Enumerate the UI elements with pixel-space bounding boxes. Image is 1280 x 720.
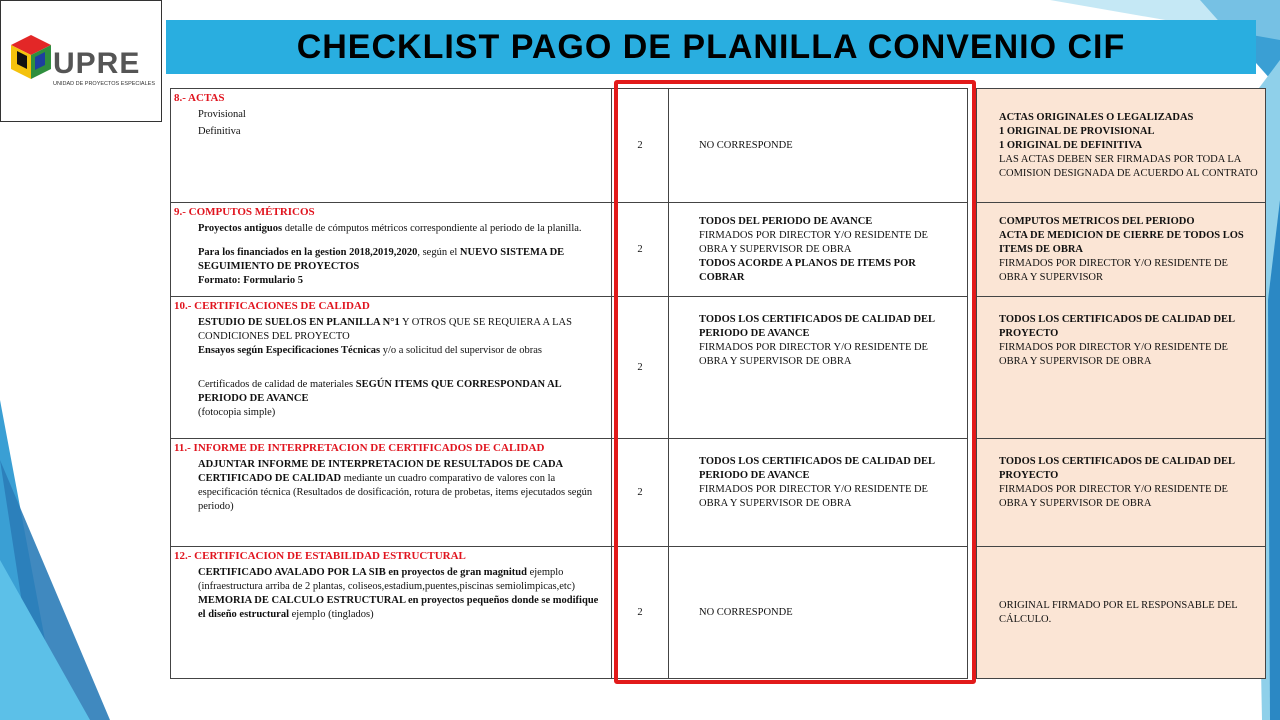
desc-paragraph [174, 594, 608, 622]
column-gap [968, 297, 977, 439]
obs-line: TODOS LOS CERTIFICADOS DE CALIDAD DEL PERIODO DE AVANCE [699, 314, 935, 339]
section-header: 12.- CERTIFICACION DE ESTABILIDAD ESTRUCTURAL [174, 550, 466, 562]
desc-bold: ESTUDIO DE SUELOS EN PLANILLA N°1 [198, 317, 400, 328]
logo-subtitle: UNIDAD DE PROYECTOS ESPECIALES [53, 81, 155, 87]
logo-text: UPRE [53, 47, 141, 80]
desc-bold: Proyectos antiguos [198, 223, 283, 234]
description-cell [171, 203, 612, 297]
section-header: 11.- INFORME DE INTERPRETACION DE CERTIFICADOS DE CALIDAD [174, 442, 545, 454]
requirement-cell [977, 203, 1266, 297]
requirement-cell [977, 439, 1266, 547]
column-gap [968, 547, 977, 679]
quantity-cell: 2 [612, 89, 669, 203]
quantity-cell: 2 [612, 439, 669, 547]
req-line: 1 ORIGINAL DE DEFINITIVA [999, 139, 1143, 151]
quantity-cell: 2 [612, 547, 669, 679]
title-banner [166, 20, 1256, 74]
table-row [171, 203, 1266, 297]
desc-text: ejemplo (tinglados) [289, 609, 374, 620]
section-header: 8.- ACTAS [174, 92, 225, 104]
requirement-cell [977, 297, 1266, 439]
observation-text: NO CORRESPONDE [699, 139, 793, 151]
observation-cell [669, 439, 968, 547]
description-cell [171, 547, 612, 679]
desc-paragraph [174, 316, 608, 344]
quantity-cell: 2 [612, 297, 669, 439]
table-row [171, 547, 1266, 679]
requirement-cell [977, 89, 1266, 203]
page-title: CHECKLIST PAGO DE PLANILLA CONVENIO CIF [296, 27, 1126, 66]
obs-line: FIRMADOS POR DIRECTOR Y/O RESIDENTE DE OBRA Y SUPERVISOR DE OBRA [699, 342, 928, 367]
req-line: 1 ORIGINAL DE PROVISIONAL [999, 125, 1155, 137]
quantity-cell: 2 [612, 203, 669, 297]
desc-text: detalle de cómputos métricos correspondiente al periodo de la planilla. [282, 223, 582, 234]
table-row [171, 89, 1266, 203]
description-cell [171, 297, 612, 439]
obs-line: TODOS DEL PERIODO DE AVANCE [699, 215, 873, 227]
desc-bold: NUEVO SISTEMA DE SEGUIMIENTO DE PROYECTOS [198, 247, 565, 272]
req-line: TODOS LOS CERTIFICADOS DE CALIDAD DEL PROYECTO [999, 456, 1235, 481]
desc-bold: SEGÚN ITEMS QUE CORRESPONDAN AL PERIODO DE AVANCE [198, 379, 562, 404]
req-line: FIRMADOS POR DIRECTOR Y/O RESIDENTE DE OBRA Y SUPERVISOR DE OBRA [999, 342, 1228, 367]
desc-paragraph [174, 246, 608, 274]
table-row [171, 439, 1266, 547]
desc-text: mediante un cuadro comparativo de valores con la especificación técnica (Resultados de dosificación, rotura de probetas, items ejecutados según periodo) [198, 473, 593, 512]
obs-line: FIRMADOS POR DIRECTOR Y/O RESIDENTE DE OBRA Y SUPERVISOR DE OBRA [699, 484, 928, 509]
observation-cell [669, 297, 968, 439]
section-header: 9.- COMPUTOS MÉTRICOS [174, 206, 315, 218]
desc-text: Y OTROS QUE SE REQUIERA A LAS CONDICIONES DEL PROYECTO [198, 317, 572, 342]
requirement-cell [977, 547, 1266, 679]
desc-text: y/o a solicitud del supervisor de obras [380, 345, 542, 356]
desc-bold: ADJUNTAR INFORME DE INTERPRETACION DE RESULTADOS DE CADA CERTIFICADO DE CALIDAD [198, 459, 563, 484]
obs-line: TODOS LOS CERTIFICADOS DE CALIDAD DEL PERIODO DE AVANCE [699, 456, 935, 481]
req-line: LAS ACTAS DEBEN SER FIRMADAS POR TODA LA COMISION DESIGNADA DE ACUERDO AL CONTRATO [999, 153, 1258, 179]
description-cell [171, 89, 612, 203]
desc-paragraph [174, 344, 608, 358]
req-line: ACTA DE MEDICION DE CIERRE DE TODOS LOS ITEMS DE OBRA [999, 229, 1244, 255]
checklist-table [170, 88, 1266, 679]
req-line: ACTAS ORIGINALES O LEGALIZADAS [999, 111, 1194, 123]
description-cell [171, 439, 612, 547]
desc-bold: Ensayos según Especificaciones Técnicas [198, 345, 381, 356]
column-gap [968, 439, 977, 547]
observation-cell [669, 547, 968, 679]
desc-paragraph [174, 566, 608, 594]
table-row [171, 297, 1266, 439]
req-line: COMPUTOS METRICOS DEL PERIODO [999, 215, 1195, 227]
desc-text: ejemplo (infraestructura arriba de 2 plantas, coliseos,estadium,puentes,piscinas semiolimpicas,etc) [198, 567, 576, 592]
desc-line: Provisional [198, 109, 246, 120]
desc-paragraph [174, 222, 608, 236]
req-line: FIRMADOS POR DIRECTOR Y/O RESIDENTE DE OBRA Y SUPERVISOR [999, 257, 1228, 283]
section-header: 10.- CERTIFICACIONES DE CALIDAD [174, 300, 370, 312]
cube-icon [9, 31, 53, 83]
obs-line: FIRMADOS POR DIRECTOR Y/O RESIDENTE DE OBRA Y SUPERVISOR DE OBRA [699, 229, 928, 255]
desc-bold: Para los financiados en la gestion 2018,2019,2020 [198, 247, 418, 258]
desc-paragraph [174, 458, 608, 514]
observation-cell [669, 89, 968, 203]
desc-line: Formato: Formulario 5 [198, 275, 303, 286]
column-gap [968, 203, 977, 297]
desc-bold: CERTIFICADO AVALADO POR LA SIB en proyectos de gran magnitud [198, 567, 527, 578]
desc-line: (fotocopia simple) [198, 407, 276, 418]
desc-text: Certificados de calidad de materiales [198, 379, 356, 390]
observation-cell [669, 203, 968, 297]
obs-line: TODOS ACORDE A PLANOS DE ITEMS POR COBRAR [699, 257, 916, 283]
req-line: FIRMADOS POR DIRECTOR Y/O RESIDENTE DE OBRA Y SUPERVISOR DE OBRA [999, 484, 1228, 509]
desc-bold: MEMORIA DE CALCULO ESTRUCTURAL en proyectos pequeños donde se modifique el diseño estructural [198, 595, 599, 620]
observation-text: NO CORRESPONDE [699, 606, 793, 618]
upre-logo [0, 0, 162, 122]
req-line: ORIGINAL FIRMADO POR EL RESPONSABLE DEL CÁLCULO. [999, 599, 1238, 625]
desc-text: , según el [417, 247, 460, 258]
desc-line: Definitiva [198, 126, 241, 137]
column-gap [968, 89, 977, 203]
req-line: TODOS LOS CERTIFICADOS DE CALIDAD DEL PROYECTO [999, 314, 1235, 339]
desc-paragraph [174, 378, 608, 406]
